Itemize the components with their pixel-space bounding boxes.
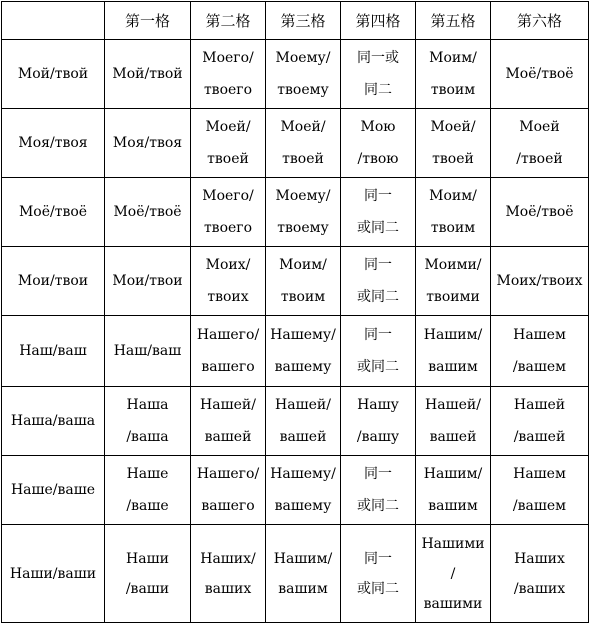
row-label-cell xyxy=(2,40,105,109)
cell-text: Наших /ваших xyxy=(513,550,566,597)
table-row xyxy=(2,456,589,525)
table-cell xyxy=(105,316,191,387)
row-label-cell xyxy=(2,109,105,178)
cell-text: Наши/ваши xyxy=(9,565,97,582)
cell-text: Моё/твоё xyxy=(505,66,574,82)
cell-text: Моими/ твоими xyxy=(424,257,482,305)
cell-text: Моему/ твоему xyxy=(275,188,331,236)
table-cell xyxy=(341,40,416,109)
table-cell xyxy=(191,40,266,109)
table-row xyxy=(2,525,589,623)
cell-text: Моим/ твоим xyxy=(429,188,477,236)
row-label-cell xyxy=(2,316,105,387)
table-cell xyxy=(341,109,416,178)
cell-text: Нашей/ вашей xyxy=(425,397,481,445)
table-cell xyxy=(105,40,191,109)
table-cell xyxy=(191,316,266,387)
cell-text: Нашего/ вашего xyxy=(196,327,260,375)
header-cell-case-1: 第一格 xyxy=(105,2,191,40)
table-cell xyxy=(491,525,589,623)
table-cell xyxy=(491,178,589,247)
cell-text: Моего/ твоего xyxy=(202,188,254,236)
cell-text: Моя/твоя xyxy=(18,135,88,151)
cell-text: Нашим/ вашим xyxy=(423,327,483,375)
cell-text: Моим/ твоим xyxy=(279,257,327,305)
declension-table xyxy=(1,1,589,623)
cell-text: Нашему/ вашему xyxy=(270,327,336,375)
table-cell xyxy=(341,387,416,456)
cell-text: Нашим/ вашим xyxy=(273,550,333,597)
cell-text: Нашей /вашей xyxy=(513,397,566,445)
table-cell xyxy=(416,40,491,109)
header-cell-case-4: 第四格 xyxy=(341,2,416,40)
table-cell xyxy=(416,525,491,623)
table-cell xyxy=(341,247,416,316)
cell-text: Наши /ваши xyxy=(125,550,170,597)
header-cell-case-5: 第五格 xyxy=(416,2,491,40)
cell-text: Моего/ твоего xyxy=(202,50,254,98)
table-cell xyxy=(105,247,191,316)
row-label-cell xyxy=(2,247,105,316)
cell-text: 同一 或同二 xyxy=(357,550,399,597)
cell-text: Мои/твои xyxy=(17,273,89,289)
table-cell xyxy=(341,316,416,387)
table-cell xyxy=(416,387,491,456)
cell-text: Мои/твои xyxy=(112,273,183,289)
table-cell xyxy=(105,456,191,525)
table-cell xyxy=(341,178,416,247)
table-cell xyxy=(191,525,266,623)
table-cell xyxy=(416,178,491,247)
cell-text: Нашей/ вашей xyxy=(275,397,331,445)
cell-text: Наше/ваше xyxy=(10,482,96,498)
cell-text: 同一 或同二 xyxy=(357,327,399,375)
cell-text: Моей/ твоей xyxy=(205,119,251,167)
cell-text: Нашим/ вашим xyxy=(423,466,483,514)
table-cell xyxy=(341,525,416,623)
cell-text: Наше /ваше xyxy=(126,466,169,514)
table-cell xyxy=(416,247,491,316)
table-cell xyxy=(105,525,191,623)
table-cell xyxy=(491,387,589,456)
cell-text: Моё/твоё xyxy=(113,204,182,220)
table-row xyxy=(2,40,589,109)
header-cell-case-2: 第二格 xyxy=(191,2,266,40)
cell-text: Моей /твоей xyxy=(516,119,563,167)
table-cell xyxy=(416,109,491,178)
cell-text: Нашем /вашем xyxy=(512,327,567,375)
table-cell xyxy=(491,247,589,316)
row-label-cell xyxy=(2,387,105,456)
table-cell xyxy=(491,40,589,109)
table-cell xyxy=(491,316,589,387)
table-cell xyxy=(266,387,341,456)
table-cell xyxy=(191,247,266,316)
header-cell-case-6: 第六格 xyxy=(491,2,589,40)
cell-text: Моему/ твоему xyxy=(275,50,331,98)
row-label-cell xyxy=(2,525,105,623)
header-cell-case-3: 第三格 xyxy=(266,2,341,40)
row-label-cell xyxy=(2,456,105,525)
cell-text: Нашего/ вашего xyxy=(196,466,260,514)
cell-text: Моя/твоя xyxy=(112,135,183,151)
cell-text: Нашу /вашу xyxy=(356,397,400,445)
table-cell xyxy=(191,456,266,525)
cell-text: Моей/ твоей xyxy=(280,119,326,167)
cell-text: Моей/ твоей xyxy=(430,119,476,167)
table-cell xyxy=(266,178,341,247)
cell-text: Мой/твой xyxy=(112,66,183,82)
table-cell xyxy=(105,178,191,247)
table-cell xyxy=(491,456,589,525)
table-row xyxy=(2,178,589,247)
header-row xyxy=(2,2,589,40)
table-row xyxy=(2,316,589,387)
table-cell xyxy=(105,109,191,178)
table-cell xyxy=(491,109,589,178)
cell-text: Моё/твоё xyxy=(18,204,88,220)
cell-text: Моим/ твоим xyxy=(429,50,477,98)
cell-text: Мою /твою xyxy=(357,119,399,167)
cell-text: Нашему/ вашему xyxy=(270,466,336,514)
table-cell xyxy=(266,316,341,387)
cell-text: 同一或 同二 xyxy=(357,50,399,98)
table-cell xyxy=(191,178,266,247)
cell-text: 同一 或同二 xyxy=(357,188,399,236)
cell-text: Наш/ваш xyxy=(113,343,182,359)
table-row xyxy=(2,247,589,316)
cell-text: Нашем /вашем xyxy=(512,466,567,514)
cell-text: Нашими / вашими xyxy=(421,535,485,612)
cell-text: 同一 或同二 xyxy=(357,466,399,514)
table-cell xyxy=(266,247,341,316)
table-cell xyxy=(266,109,341,178)
row-label-cell xyxy=(2,178,105,247)
cell-text: Наша/ваша xyxy=(10,413,96,429)
table-cell xyxy=(416,456,491,525)
table-row xyxy=(2,109,589,178)
cell-text: Наш/ваш xyxy=(19,343,87,359)
table-cell xyxy=(105,387,191,456)
cell-text: Моё/твоё xyxy=(505,204,574,220)
header-cell-corner xyxy=(2,2,105,40)
table-row xyxy=(2,387,589,456)
cell-text: Мой/твой xyxy=(17,66,89,82)
cell-text: Наша /ваша xyxy=(126,397,169,445)
table-cell xyxy=(266,525,341,623)
table-cell xyxy=(266,456,341,525)
table-cell xyxy=(191,109,266,178)
cell-text: Моих/твоих xyxy=(496,273,583,289)
cell-text: Моих/ твоих xyxy=(205,257,251,305)
cell-text: 同一 或同二 xyxy=(357,257,399,305)
table-cell xyxy=(341,456,416,525)
table-cell xyxy=(416,316,491,387)
cell-text: Нашей/ вашей xyxy=(200,397,256,445)
table-cell xyxy=(191,387,266,456)
cell-text: Наших/ ваших xyxy=(200,550,256,597)
table-cell xyxy=(266,40,341,109)
